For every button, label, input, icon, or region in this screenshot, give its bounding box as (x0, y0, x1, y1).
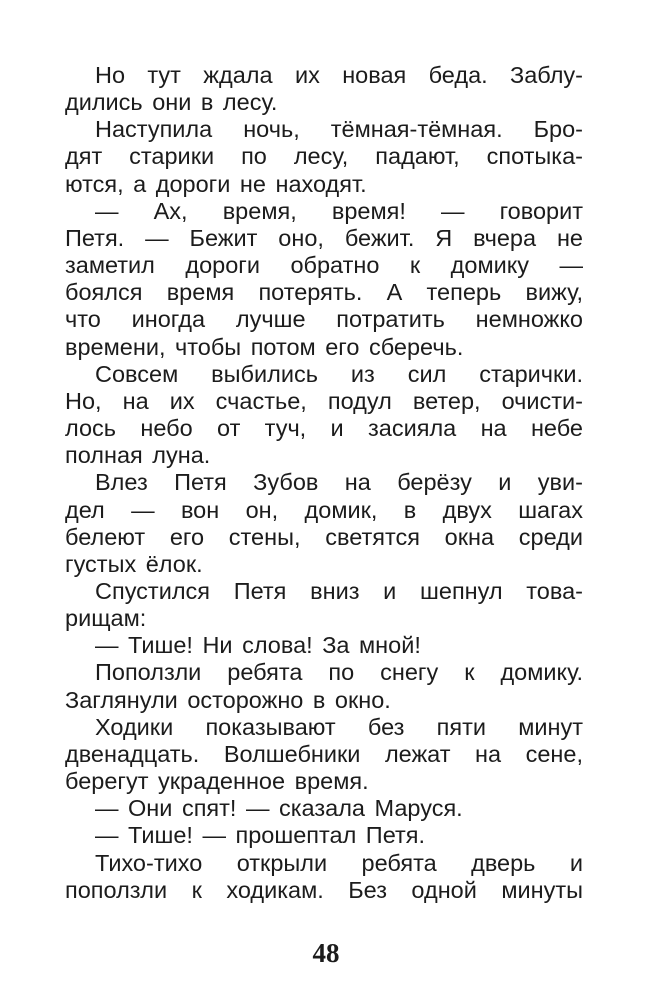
page-body-text (65, 62, 583, 904)
text-line: полная луна. (65, 442, 211, 469)
text-line: Петя. — Бежит оно, бежит. Я вчера не (65, 224, 583, 251)
paragraph (65, 714, 583, 795)
paragraph (65, 659, 583, 713)
text-line: — Они спят! — сказала Маруся. (95, 795, 463, 822)
text-line: Наступила ночь, тёмная-тёмная. Бро- (95, 116, 583, 143)
text-line: белеют его стены, светятся окна среди (65, 523, 583, 550)
text-line: Заглянули осторожно в окно. (65, 686, 391, 713)
paragraph (65, 62, 583, 116)
text-line: что иногда лучше потратить немножко (65, 306, 583, 333)
text-line: берегут украденное время. (65, 768, 369, 795)
paragraph (65, 850, 583, 904)
paragraph (65, 116, 583, 197)
text-line: двенадцать. Волшебники лежат на сене, (65, 740, 583, 767)
text-line: — Ах, время, время! — говорит (95, 197, 583, 224)
paragraph (65, 578, 583, 632)
text-line: времени, чтобы потом его сберечь. (65, 333, 464, 360)
text-line: Тихо-тихо открыли ребята дверь и (95, 849, 583, 876)
text-line: Но, на их счастье, подул ветер, очисти- (65, 387, 583, 414)
text-line: — Тише! Ни слова! За мной! (95, 632, 421, 659)
text-line: дились они в лесу. (65, 89, 278, 116)
text-line: Влез Петя Зубов на берёзу и уви- (95, 469, 583, 496)
text-line: дят старики по лесу, падают, спотыка- (65, 143, 583, 170)
text-line: Спустился Петя вниз и шепнул това- (95, 577, 583, 604)
text-line: густых ёлок. (65, 550, 203, 577)
paragraph (65, 632, 583, 659)
paragraph (65, 822, 583, 849)
text-line: ются, а дороги не находят. (65, 170, 367, 197)
text-line: лось небо от туч, и засияла на небе (65, 415, 583, 442)
text-line: Но тут ждала их новая беда. Заблу- (95, 62, 583, 88)
text-line: заметил дороги обратно к домику — (65, 252, 583, 279)
text-line: рищам: (65, 605, 147, 632)
paragraph (65, 469, 583, 578)
text-line: Ходики показывают без пяти минут (95, 713, 583, 740)
text-line: — Тише! — прошептал Петя. (95, 822, 426, 849)
paragraph (65, 795, 583, 822)
page-number: 48 (312, 938, 340, 968)
text-line: поползли к ходикам. Без одной минуты (65, 876, 583, 903)
text-line: боялся время потерять. А теперь вижу, (65, 279, 583, 306)
text-line: дел — вон он, домик, в двух шагах (65, 496, 583, 523)
paragraph (65, 198, 583, 361)
paragraph (65, 361, 583, 470)
text-line: Поползли ребята по снегу к домику. (95, 659, 583, 686)
text-line: Совсем выбились из сил старички. (95, 360, 583, 387)
